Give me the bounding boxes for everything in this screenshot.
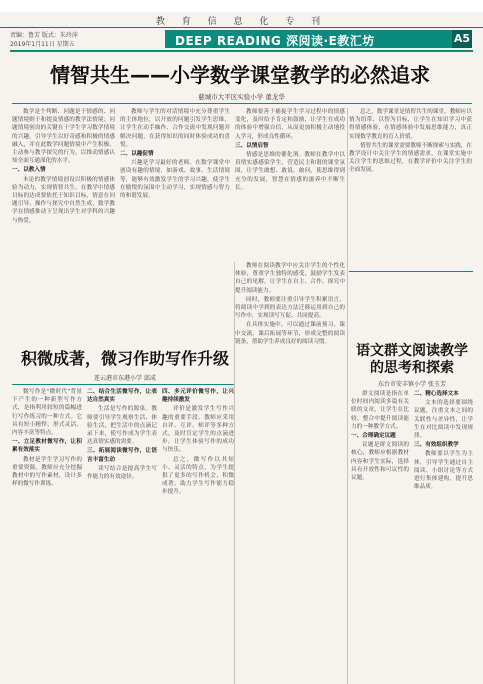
paragraph: 情智共生的课堂需要教师不断探索与实践，在教学设计中关注学生的情感需求，在课堂实施中关注学生的思维过程，在教学评价中关注学生的全面发展。 [349, 142, 472, 174]
top-band [0, 0, 483, 12]
article3-column-2 [414, 390, 473, 684]
article3-column-1 [351, 390, 409, 684]
paragraph: 教师要以学生为主体，引导学生通过自主阅读、小组讨论等方式进行集体建构，提升思维品质。 [414, 451, 473, 491]
paragraph: 教师要善于捕捉学生学习过程中的情感变化，及时给予肯定和鼓励，让学生在成功的体验中增强自信，从而更加积极主动地投入学习，形成良性循环。 [235, 109, 345, 140]
lead-article-column-2 [120, 108, 230, 260]
paragraph: 微写作是“微时代”背景下产生的一种新型写作方式，是指利用较短的篇幅进行写作练习的一种方式。它具有短小精悍、形式灵活、内容丰富等特点。 [12, 389, 82, 437]
article2-column-3 [162, 388, 234, 684]
subheading: 二、精心选择文本 [414, 391, 459, 397]
column-divider [347, 108, 348, 684]
article3-byline: 东台市安丰镇小学 张玉芳 [378, 381, 446, 388]
paragraph: 情感是思维的催化剂。教师在教学中以真情实感感染学生，营造民主和谐的课堂氛围，让学生敢想、敢说、敢问，使思维得到充分的发展，智慧在情感的滋养中不断生长。 [235, 152, 345, 191]
lead-article-column-4 [349, 108, 472, 270]
page-number: A5 [452, 30, 472, 48]
section-banner-text: DEEP READING 深阅读·E教汇坊 [175, 34, 375, 48]
paragraph: 文本的选择要围绕议题，注重文本之间的关联性与差异性，让学生在对比阅读中发现规律。 [414, 400, 473, 440]
subheading: 三、拓展阅读微写作，让语言丰富生动 [87, 448, 157, 463]
paragraph: 数学是个判断、问题是于情感的、问题情境则于和提及情感的教学法情境；问题情境创设的关键在于学生学习数学情境的兴趣。引导学生以好奇感和积极的情感融入，并在此数学问题情境中产生积极、主动参与教学探究的行为，以推动情感认知全面互通深化的水平。 [12, 109, 115, 165]
paragraph: 总之，数学课堂是情智共生的课堂。教师应以情为纽带、以智为目标，让学生在知识学习中获得情感体验，在情感体验中发展思维能力，真正实现数学教育的育人价值。 [349, 109, 472, 140]
subheading: 四、多元评价微写作，让兴趣持续激发 [162, 389, 234, 404]
paragraph: 生活是写作的源泉。教师要引导学生观察生活、体验生活，把生活中的点滴记录下来，使写作成为学生表达真情实感的需要。 [87, 406, 157, 446]
paragraph: 总之，微写作以其短小、灵活的特点，为学生提供了更多的写作机会，积微成著，助力学生写作能力稳步提升。 [162, 456, 234, 496]
issue-date: 2019年1月11日 星期五 [10, 41, 75, 48]
subheading: 一、以教入情 [12, 167, 46, 174]
article2-rule [12, 384, 234, 385]
subheading: 一、立足教材微写作，让积累有效落实 [12, 439, 82, 454]
subheading: 三、以情启智 [235, 142, 269, 149]
paragraph: 群文阅读是指在单位时间内阅读多篇有关联的文章，让学生在比较、整合中提升阅读能力的一种教学方式。 [351, 391, 409, 430]
paragraph: 同时，教师要注重引导学生积累语言，将阅读中学到的表达方法迁移运用到自己的写作中，实现读写互促、共同提高。 [235, 296, 345, 320]
paragraph: 兴趣是学习最好的老师。在数学课堂中创设有趣的情境，如游戏、故事、生活情境等，能够有效激发学生的学习兴趣，使学生在愉悦的氛围中主动学习，实现情感与智力的和谐发展。 [120, 160, 230, 200]
lead-article-rule [12, 103, 472, 104]
lead-article-column-3 [235, 108, 345, 260]
header-divider [10, 50, 473, 52]
paragraph: 教师在阅读教学中应关注学生的个性化体验，尊重学生独特的感受，鼓励学生发表自己的见解，让学生在自主、合作、探究中提升阅读能力。 [235, 263, 345, 294]
lead-article-byline: 慈城市大平区实验小学 董龙华 [198, 93, 285, 101]
lead-article-column-1 [12, 108, 115, 260]
paragraph: 议题是群文阅读的核心，教师应根据教材内容和学生实际，选择具有开放性和可议性的议题。 [351, 442, 409, 482]
middle-column [235, 262, 345, 684]
paragraph: 读写结合是提高学生写作能力的有效途径。 [87, 465, 157, 481]
paragraph: 在具体实施中，可以通过课前预习、课中交流、课后拓展等环节，形成完整的阅读链条，帮助学生养成良好的阅读习惯。 [235, 322, 345, 345]
subheading: 二、结合生活微写作，让表达自然真实 [87, 389, 157, 404]
paragraph: 本论的教学情境创设以积极的情感体验为动力，实现情智共生。在教学中情感目标的达成要依托于知识目标，情意在问题引导、操作与探究中自然生成，数学教学在情感推动下呈现出学生对学科的兴趣与热爱。 [12, 176, 115, 224]
article2-column-1 [12, 388, 82, 684]
article3-title: 语文群文阅读教学的思考和探索 [356, 343, 468, 376]
paragraph: 教师与学生的对话情境中充分尊重学生的主体地位，以开放的问题引发学生思维，让学生在动手操作、合作交流中发现问题并解决问题，在获得知识的同时体验成功的喜悦。 [120, 109, 230, 148]
paragraph: 评价是激发学生写作兴趣的重要手段。教师应采用自评、互评、师评等多种方式，及时肯定学生的点滴进步，让学生体验写作的成功与快乐。 [162, 406, 234, 454]
article2-byline: 连云港市东港小学 邱成 [94, 375, 156, 382]
subheading: 二、以趣促情 [120, 151, 154, 158]
header-rule [0, 27, 483, 28]
paragraph: 教材是学生学习写作的重要资源。教师应充分挖掘教材中的写作素材，设计多样的微写作训练。 [12, 456, 82, 488]
article3-rule [349, 271, 473, 272]
column-title: 教 育 信 息 化 专 刊 [155, 17, 328, 27]
lead-article-title: 情智共生——小学数学课堂教学的必然追求 [50, 63, 430, 87]
article2-column-2 [87, 388, 157, 684]
subheading: 三、有效组织教学 [414, 442, 459, 449]
article2-title: 积微成著，微习作助写作升级 [20, 349, 229, 368]
subheading: 一、合理确定议题 [351, 433, 396, 440]
editor-credit: 责编：鲁芳 版式：朱玲萍 [10, 32, 78, 39]
